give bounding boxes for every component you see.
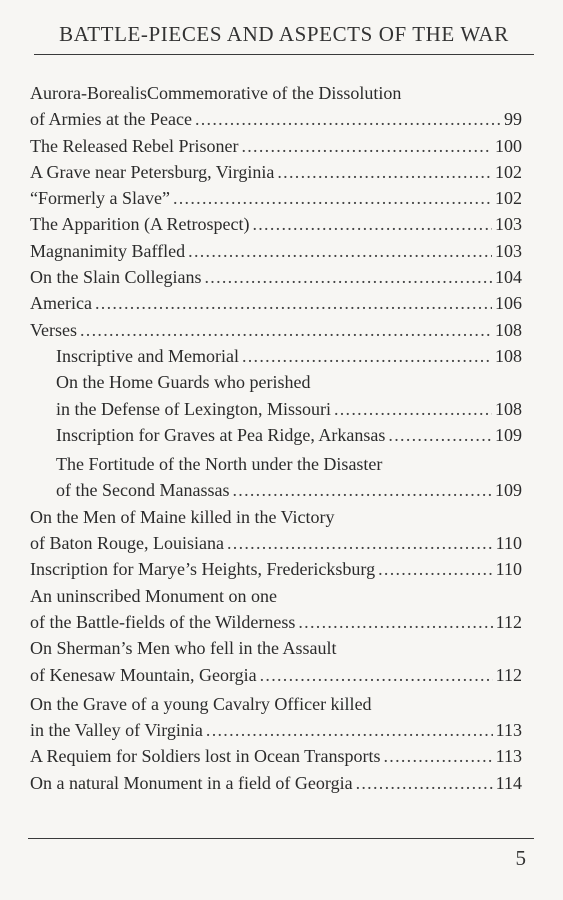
toc-entry	[30, 317, 522, 343]
toc-entry-title-line: On the Home Guards who perished	[56, 372, 311, 393]
toc-entry-title: of Baton Rouge, Louisiana	[30, 533, 224, 554]
toc-entry-line	[30, 238, 522, 264]
toc-entry-title: A Grave near Petersburg, Virginia	[30, 161, 275, 182]
toc-entry-line	[30, 264, 522, 290]
toc-entry-line	[30, 556, 522, 582]
toc-entry-page-number: 108	[495, 319, 522, 340]
toc-entry-page-number: 109	[495, 424, 522, 445]
toc-entry	[30, 635, 522, 688]
toc-entry-line	[56, 477, 522, 503]
toc-entry-page-number: 100	[495, 135, 522, 156]
toc-entry-title: The Apparition (A Retrospect)	[30, 214, 250, 235]
toc-entry	[30, 770, 522, 796]
footer-rule	[28, 838, 534, 839]
toc-entry-title-line: Aurora-BorealisCommemorative of the Dissolution	[30, 83, 402, 103]
toc-entry-title: in the Defense of Lexington, Missouri	[56, 398, 331, 419]
toc-entry-page-number: 108	[495, 345, 522, 366]
dot-leader	[298, 609, 492, 635]
dot-leader	[277, 159, 492, 185]
dot-leader	[378, 556, 493, 582]
toc-entry-title: Inscription for Graves at Pea Ridge, Arkansas	[56, 424, 386, 445]
toc-entry-title-line: On Sherman’s Men who fell in the Assault	[30, 638, 337, 659]
table-of-contents	[30, 80, 522, 796]
toc-entry-title-line: The Fortitude of the North under the Disaster	[56, 454, 383, 475]
toc-entry-title: of Kenesaw Mountain, Georgia	[30, 664, 257, 685]
toc-entry-title: “Formerly a Slave”	[30, 188, 170, 209]
toc-entry-line	[30, 662, 522, 688]
dot-leader	[80, 317, 492, 343]
toc-entry-page-number: 103	[495, 214, 522, 235]
toc-entry-page-number: 102	[495, 161, 522, 182]
toc-entry-title: of the Battle-fields of the Wilderness	[30, 611, 296, 632]
toc-entry-page-number: 110	[495, 533, 522, 554]
toc-entry-page-number: 110	[495, 559, 522, 580]
dot-leader	[232, 477, 492, 503]
toc-entry	[30, 743, 522, 769]
dot-leader	[204, 264, 492, 290]
toc-entry-page-number: 113	[495, 720, 522, 741]
toc-entry-line	[30, 609, 522, 635]
toc-entry-line	[30, 185, 522, 211]
dot-leader	[252, 211, 492, 237]
toc-entry-line	[30, 133, 522, 159]
toc-entry-title: On the Slain Collegians	[30, 267, 202, 288]
toc-entry-page-number: 106	[495, 293, 522, 314]
toc-subentry	[30, 422, 522, 448]
toc-entry	[30, 133, 522, 159]
toc-entry-title: America	[30, 293, 92, 314]
toc-entry-page-number: 109	[495, 480, 522, 501]
toc-entry	[30, 211, 522, 237]
dot-leader	[206, 717, 493, 743]
toc-entry-page-number: 112	[495, 664, 522, 685]
dot-leader	[241, 133, 492, 159]
dot-leader	[383, 743, 492, 769]
dot-leader	[95, 290, 492, 316]
toc-entry	[30, 691, 522, 744]
toc-entry	[30, 290, 522, 316]
toc-entry-page-number: 112	[495, 611, 522, 632]
toc-entry-title: Inscriptive and Memorial	[56, 345, 239, 366]
toc-entry-page-number: 104	[495, 267, 522, 288]
toc-entry-page-number: 102	[495, 188, 522, 209]
dot-leader	[173, 185, 492, 211]
page-number: 5	[515, 846, 526, 870]
toc-entry-line	[30, 770, 522, 796]
toc-entry-title: Magnanimity Baffled	[30, 240, 186, 261]
toc-entry-title: in the Valley of Virginia	[30, 720, 203, 741]
toc-subentry	[30, 343, 522, 369]
toc-entry-line	[30, 717, 522, 743]
dot-leader	[260, 662, 493, 688]
dot-leader	[188, 238, 492, 264]
toc-entry	[30, 159, 522, 185]
toc-entry	[30, 556, 522, 582]
dot-leader	[195, 106, 501, 132]
toc-entry-line	[30, 530, 522, 556]
toc-entry-page-number: 108	[495, 398, 522, 419]
toc-entry	[30, 264, 522, 290]
toc-entry-line	[56, 343, 522, 369]
dot-leader	[388, 422, 492, 448]
toc-entry-title: of Armies at the Peace	[30, 109, 192, 130]
toc-entry-line	[30, 743, 522, 769]
toc-entry-title: A Requiem for Soldiers lost in Ocean Transports	[30, 746, 381, 767]
dot-leader	[242, 343, 492, 369]
toc-entry-line	[30, 317, 522, 343]
toc-entry-line	[30, 106, 522, 132]
toc-entry-title: On a natural Monument in a field of Georgia	[30, 772, 353, 793]
toc-entry-title-line: On the Grave of a young Cavalry Officer killed	[30, 693, 372, 714]
toc-entry-line	[56, 422, 522, 448]
toc-entry-title: of the Second Manassas	[56, 480, 230, 501]
toc-entry	[30, 185, 522, 211]
toc-entry-title-line: An uninscribed Monument on one	[30, 585, 277, 606]
toc-entry-title: Inscription for Marye’s Heights, Fredericksburg	[30, 559, 376, 580]
toc-entry	[30, 238, 522, 264]
toc-entry	[30, 583, 522, 636]
toc-entry-line	[30, 159, 522, 185]
page-header	[34, 22, 534, 55]
toc-entry-line	[30, 290, 522, 316]
toc-entry-title: The Released Rebel Prisoner	[30, 135, 239, 156]
dot-leader	[356, 770, 493, 796]
toc-entry-page-number: 99	[504, 109, 522, 130]
toc-entry-title-line: On the Men of Maine killed in the Victory	[30, 506, 335, 527]
running-head: BATTLE-PIECES AND ASPECTS OF THE WAR	[59, 22, 509, 46]
toc-subentry	[30, 369, 522, 422]
toc-entry-page-number: 113	[495, 746, 522, 767]
toc-entry	[30, 80, 522, 133]
toc-entry-line	[30, 211, 522, 237]
toc-entry	[30, 504, 522, 557]
dot-leader	[334, 396, 492, 422]
toc-entry-title: Verses	[30, 319, 77, 340]
toc-subentry	[30, 451, 522, 504]
dot-leader	[227, 530, 493, 556]
toc-entry-line	[56, 396, 522, 422]
toc-entry-page-number: 103	[495, 240, 522, 261]
toc-entry-page-number: 114	[495, 772, 522, 793]
